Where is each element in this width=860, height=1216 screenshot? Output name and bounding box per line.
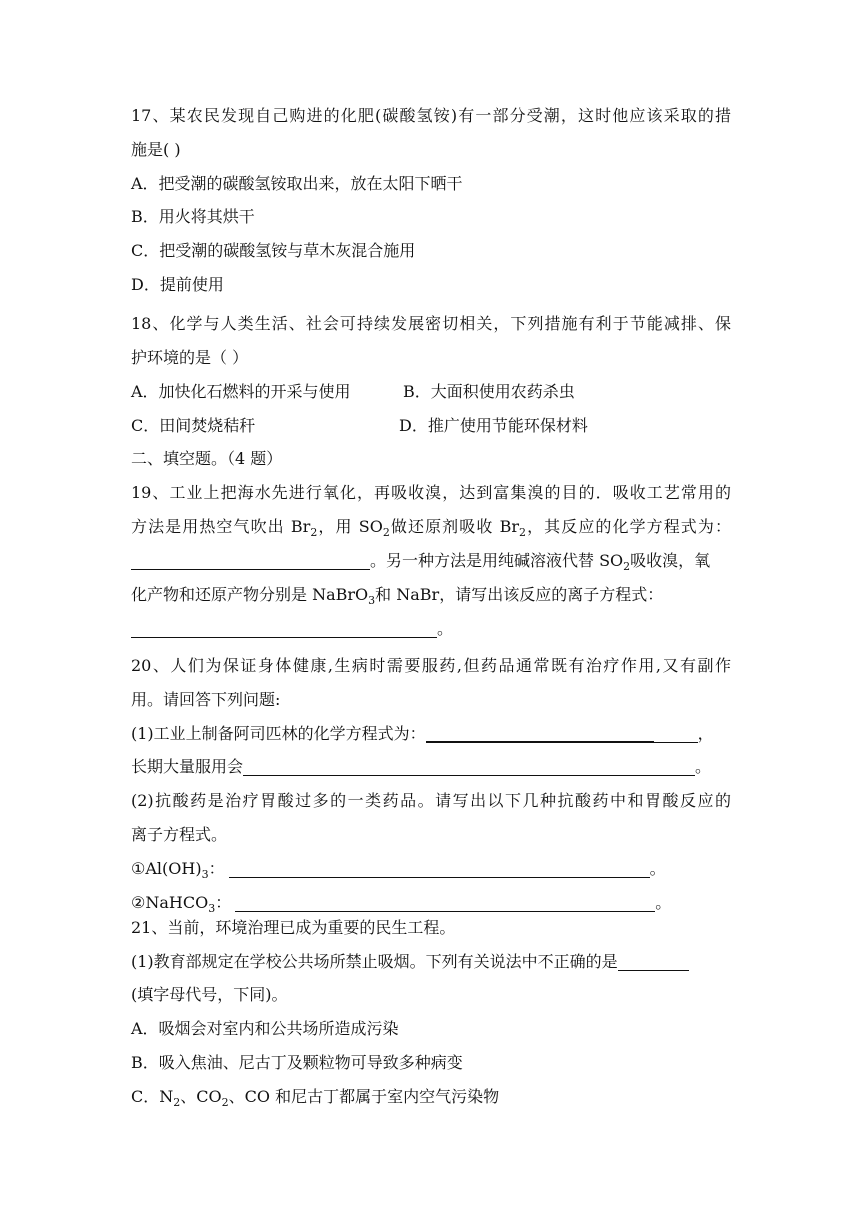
q18-stem-line2: 护环境的是（ ） <box>131 348 249 367</box>
q21-line1: 21、当前，环境治理已成为重要的民生工程。 <box>131 918 456 937</box>
q20-line4: 长期大量服用会 。 <box>131 757 712 776</box>
q20-answer-blank-3[interactable] <box>229 861 650 878</box>
q20-answer-blank-2[interactable] <box>243 759 695 776</box>
q20-answer-blank-1a[interactable] <box>426 725 654 743</box>
q21-option-a: A．吸烟会对室内和公共场所造成污染 <box>131 1019 399 1038</box>
q17-option-a: A．把受潮的碳酸氢铵取出来，放在太阳下晒干 <box>131 174 463 193</box>
q17-option-d: D．提前使用 <box>131 275 224 294</box>
q20-item1: $①Al(OH)_3$： 。 <box>131 859 666 882</box>
q17-stem-line1: 17、某农民发现自己购进的化肥(碳酸氢铵)有一部分受潮，这时他应该采取的措 <box>131 106 731 125</box>
q20-line2: 用。请回答下列问题: <box>131 690 281 709</box>
q17-stem-line2: 施是( ) <box>131 140 181 159</box>
q19-line4: 化产物和还原产物分别是 NaBrO$_3$和 NaBr，请写出该反应的离子方程式： <box>131 585 664 608</box>
q19-answer-blank-2[interactable] <box>131 621 437 638</box>
q18-option-b: B．大面积使用农药杀虫 <box>403 382 575 401</box>
q19-line1: 19、工业上把海水先进行氧化，再吸收溴，达到富集溴的目的．吸收工艺常用的 <box>131 483 731 502</box>
q20-line5: (2)抗酸药是治疗胃酸过多的一类药品。请写出以下几种抗酸药中和胃酸反应的 <box>131 791 731 810</box>
q18-option-a: A．加快化石燃料的开采与使用 <box>131 382 351 401</box>
q18-option-c: C．田间焚烧秸秆 <box>131 416 256 435</box>
q17-option-c: C．把受潮的碳酸氢铵与草木灰混合施用 <box>131 241 416 260</box>
q20-line1: 20、人们为保证身体健康,生病时需要服药,但药品通常既有治疗作用,又有副作 <box>131 656 731 675</box>
q20-item2: ②NaHCO$_3$： 。 <box>131 893 672 916</box>
q20-answer-blank-4[interactable] <box>235 895 655 912</box>
q19-answer-blank-1[interactable] <box>131 553 370 570</box>
q20-answer-blank-1b[interactable] <box>654 726 698 743</box>
q18-option-d: D．推广使用节能环保材料 <box>399 416 588 435</box>
q19-line5: 。 <box>131 619 453 639</box>
q19-line2: 方法是用热空气吹出 $Br_2$，用 $SO_2$做还原剂吸收 $Br_2$，其反应的化学方程式为： <box>131 517 731 540</box>
q21-answer-blank-1[interactable] <box>618 954 689 971</box>
q20-line3: (1)工业上制备阿司匹林的化学方程式为： ， <box>131 724 714 743</box>
q19-line3: 。另一种方法是用纯碱溶液代替 $SO_2$吸收溴，氧 <box>131 551 710 571</box>
q21-line2: (1)教育部规定在学校公共场所禁止吸烟。下列有关说法中不正确的是 <box>131 952 689 972</box>
q18-stem-line1: 18、化学与人类生活、社会可持续发展密切相关，下列措施有利于节能减排、保 <box>131 314 731 333</box>
q21-option-c: C．$N_2$、$CO_2$、CO 和尼古丁都属于室内空气污染物 <box>131 1087 500 1110</box>
q20-line6: 离子方程式。 <box>131 825 228 844</box>
section-heading-fill-in: 二、填空题。（4 题） <box>131 449 283 468</box>
q21-option-b: B．吸入焦油、尼古丁及颗粒物可导致多种病变 <box>131 1053 463 1072</box>
q21-line3: (填字母代号，下同)。 <box>131 985 288 1004</box>
q17-option-b: B．用火将其烘干 <box>131 207 255 226</box>
